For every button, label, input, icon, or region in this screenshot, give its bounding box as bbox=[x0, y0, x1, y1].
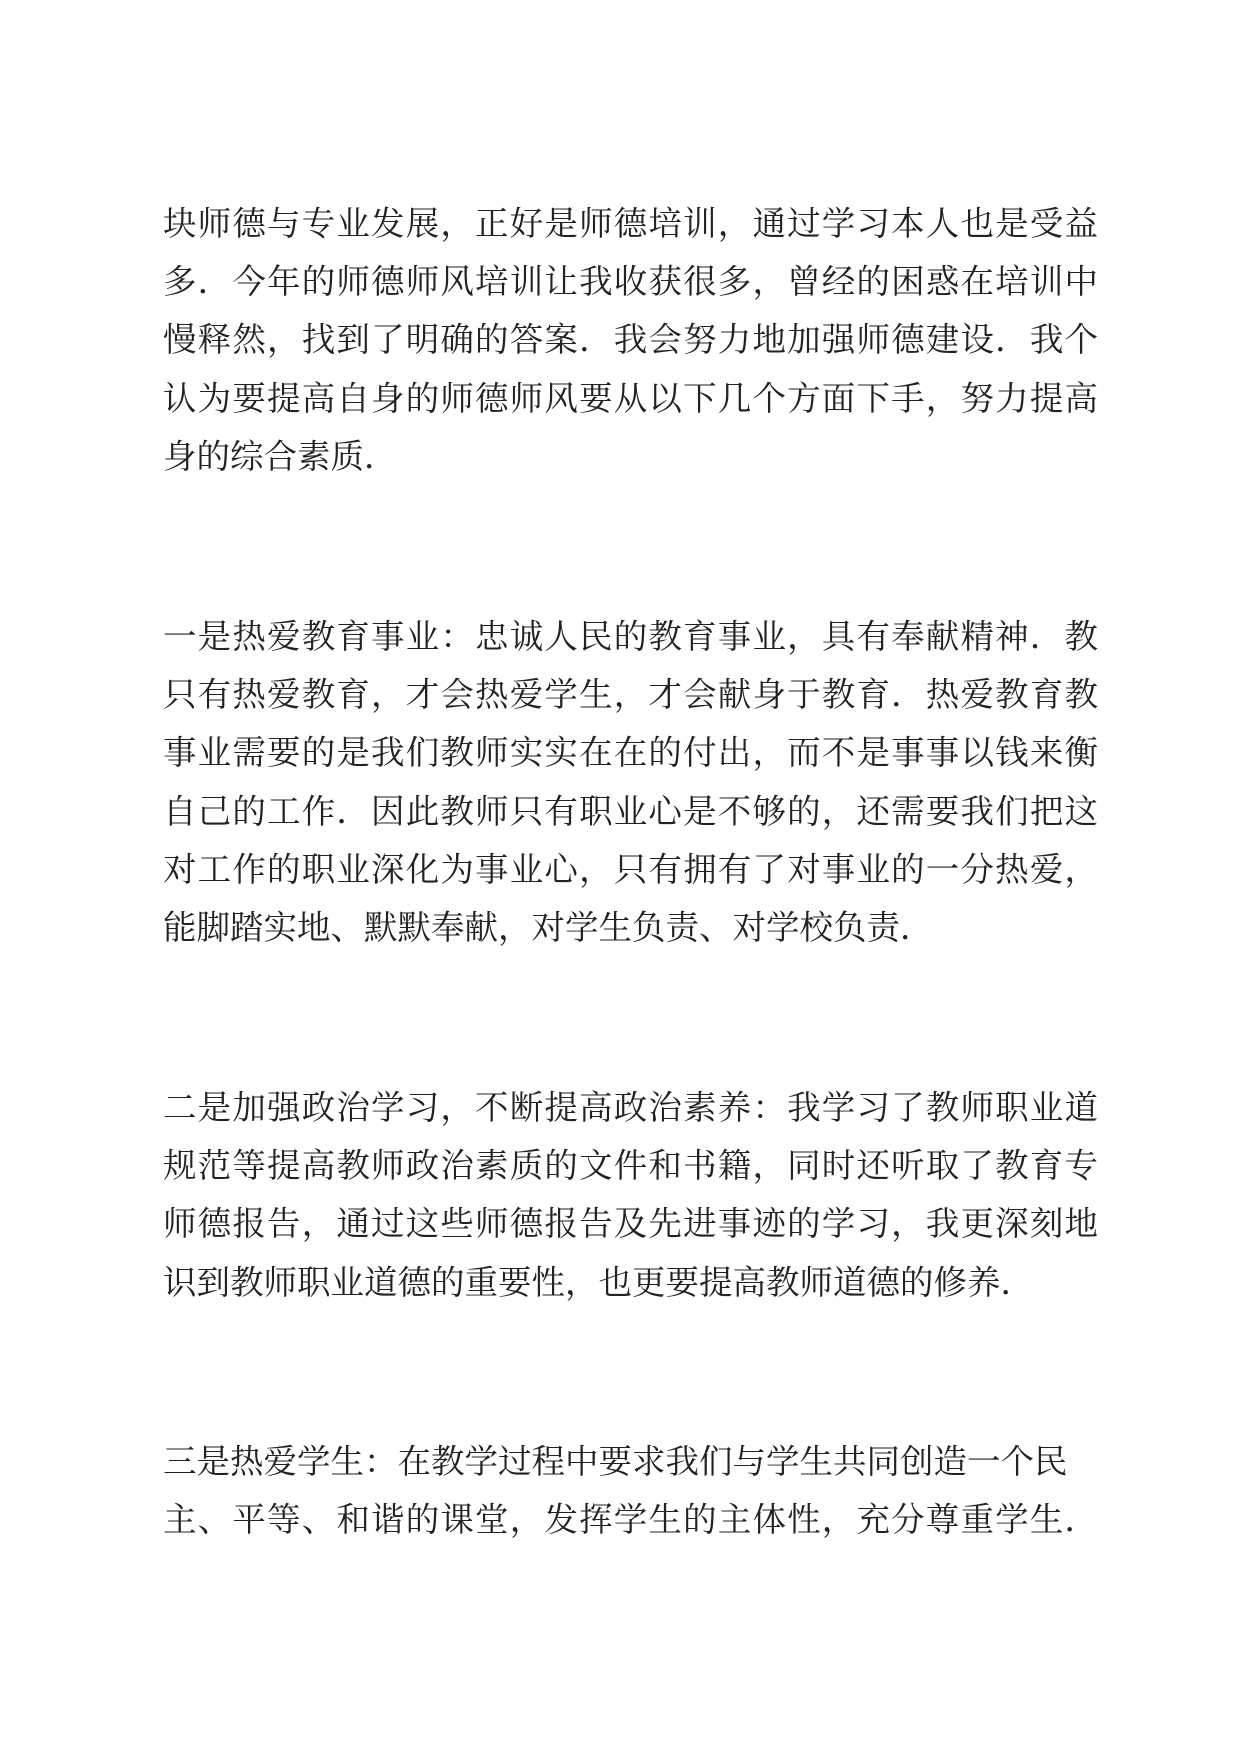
text-line: 多．今年的师德师风培训让我收获很多，曾经的困惑在培训中 bbox=[163, 262, 1098, 301]
text-line: 二是加强政治学习，不断提高政治素养：我学习了教师职业道 bbox=[163, 1088, 1098, 1127]
text-line: 能脚踏实地、默默奉献，对学生负责、对学校负责． bbox=[163, 908, 934, 947]
text-line: 事业需要的是我们教师实实在在的付出，而不是事事以钱来衡 bbox=[163, 733, 1098, 772]
text-line: 自己的工作．因此教师只有职业心是不够的，还需要我们把这 bbox=[163, 792, 1098, 831]
text-line: 只有热爱教育，才会热爱学生，才会献身于教育．热爱教育教 bbox=[163, 675, 1098, 714]
text-line: 对工作的职业深化为事业心，只有拥有了对事业的一分热爱， bbox=[163, 850, 1098, 889]
text-line: 师德报告，通过这些师德报告及先进事迹的学习，我更深刻地 bbox=[163, 1204, 1098, 1243]
text-line: 三是热爱学生：在教学过程中要求我们与学生共同创造一个民 bbox=[163, 1442, 1068, 1481]
text-line: 一是热爱教育事业：忠诚人民的教育事业，具有奉献精神．教 bbox=[163, 617, 1098, 656]
text-line: 身的综合素质． bbox=[163, 437, 398, 476]
text-line: 认为要提高自身的师德师风要从以下几个方面下手，努力提高 bbox=[163, 379, 1098, 418]
text-line: 主、平等、和谐的课堂，发挥学生的主体性，充分尊重学生． bbox=[163, 1500, 1098, 1539]
text-line: 慢释然，找到了明确的答案．我会努力地加强师德建设．我个 bbox=[163, 320, 1098, 359]
text-line: 规范等提高教师政治素质的文件和书籍，同时还听取了教育专 bbox=[163, 1146, 1098, 1185]
text-line: 识到教师职业道德的重要性，也更要提高教师道德的修养． bbox=[163, 1263, 1034, 1302]
text-line: 块师德与专业发展，正好是师德培训，通过学习本人也是受益 bbox=[163, 204, 1098, 243]
